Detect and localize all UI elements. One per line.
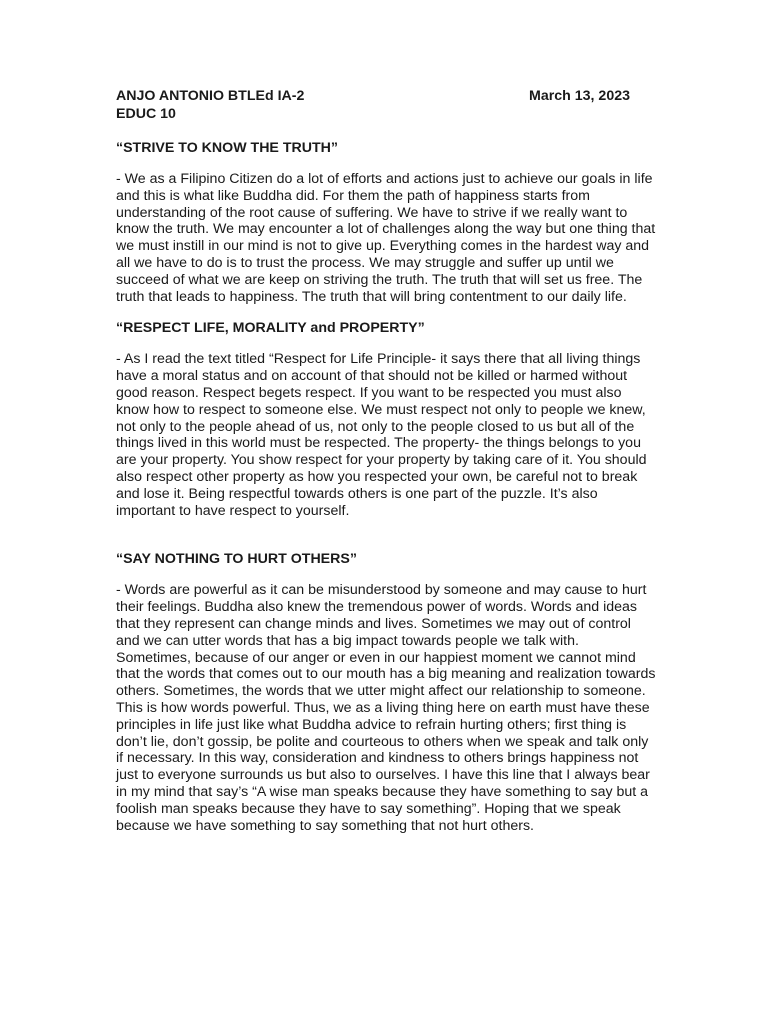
section-body-respect: - As I read the text titled “Respect for Life Principle- it says there that all living things have a moral status and on account of that should not be killed or harmed without good reason. Respect begets respect. If you want to be respected you must also know how to respect to someone else. We must respect not only to people we knew, not only to the people ahead of us, not only to the people closed to us but all of the things lived in this world must be respected. The property- the things belongs to you are your property. You show respect for your property by taking care of it. You should also respect other property as how you respected your own, be careful not to break and lose it. Being respectful towards others is one part of the puzzle. It’s also important to have respect to yourself. [116, 351, 647, 519]
document-date: March 13, 2023 [529, 88, 630, 104]
section-title-respect: “RESPECT LIFE, MORALITY and PROPERTY” [116, 320, 425, 337]
author-name: ANJO ANTONIO BTLEd IA-2 [116, 88, 305, 104]
course-code: EDUC 10 [116, 106, 176, 122]
section-title-strive: “STRIVE TO KNOW THE TRUTH” [116, 140, 339, 156]
document-header [116, 87, 656, 105]
document-page [116, 87, 656, 834]
section-body-say-nothing: - Words are powerful as it can be misunderstood by someone and may cause to hurt their feelings. Buddha also knew the tremendous power of words. Words and ideas that they represent can change minds and lives. Sometimes we may out of control and we can utter words that has a big impact towards people we talk with. Sometimes, because of our anger or even in our happiest moment we cannot mind that the words that comes out to our mouth has a big meaning and realization towards others. Sometimes, the words that we utter might affect our relationship to someone. This is how words powerful. Thus, we as a living thing here on earth must have these principles in life just like what Buddha advice to refrain hurting others; first thing is don’t lie, don’t gossip, be polite and courteous to others when we speak and talk only if necessary. In this way, consideration and kindness to others brings happiness not just to everyone surrounds us but also to ourselves. I have this line that I always bear in my mind that say’s “A wise man speaks because they have something to say but a foolish man speaks because they have to say something”. Hoping that we speak because we have something to say something that not hurt others. [116, 582, 656, 834]
section-title-say-nothing: “SAY NOTHING TO HURT OTHERS” [116, 551, 357, 568]
section-body-strive: - We as a Filipino Citizen do a lot of efforts and actions just to achieve our goals in life and this is what like Buddha did. For them the path of happiness starts from understanding of the root cause of suffering. We have to strive if we really want to know the truth. We may encounter a lot of challenges along the way but one thing that we must instill in our mind is not to give up. Everything comes in the hardest way and all we have to do is to trust the process. We may struggle and suffer up until we succeed of what we are keep on striving the truth. The truth that will set us free. The truth that leads to happiness. The truth that will bring contentment to our daily life. [116, 171, 656, 305]
